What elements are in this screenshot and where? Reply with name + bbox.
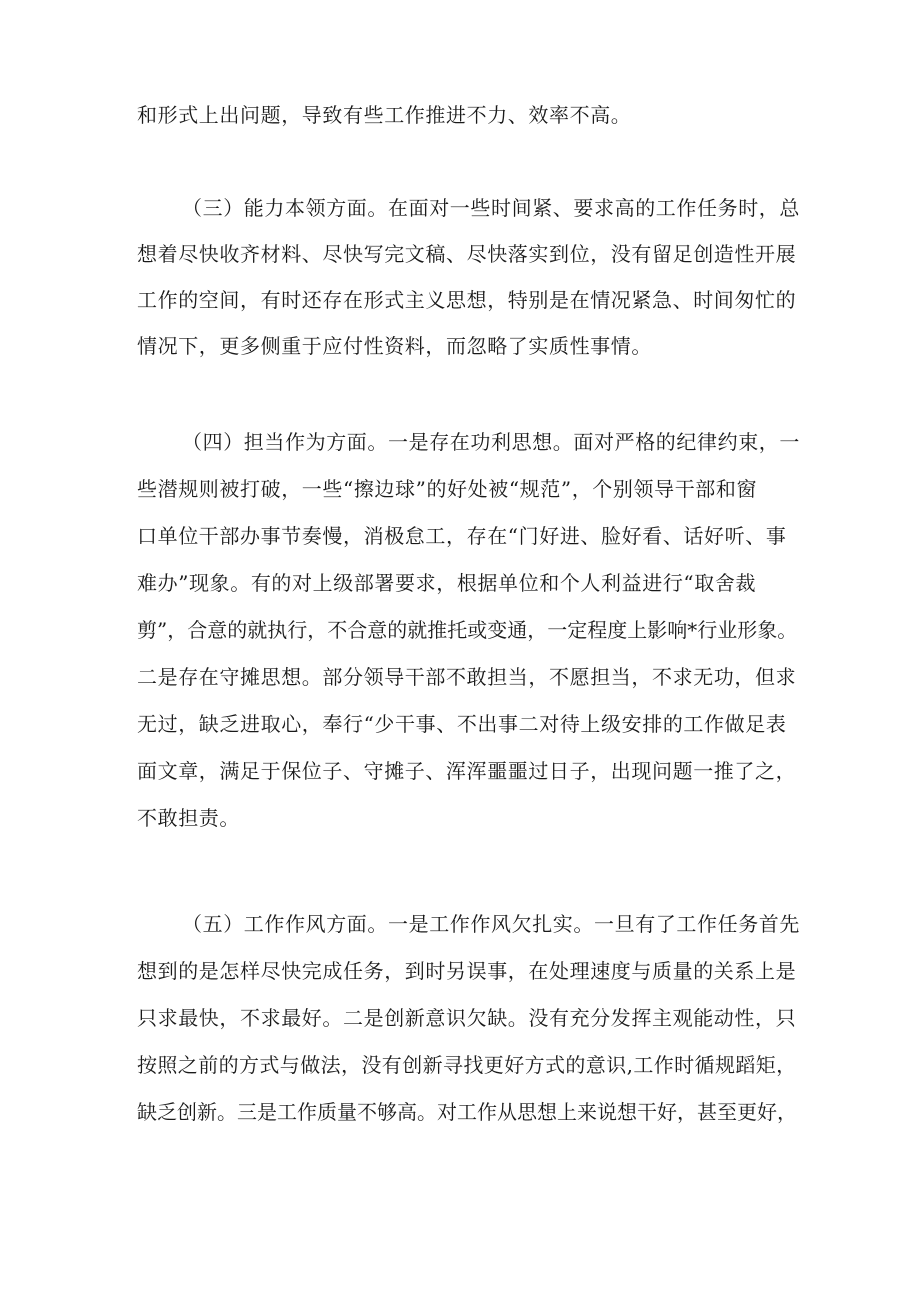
- paragraph-line: （五）工作作风方面。一是工作作风欠扎实。一旦有了工作任务首先: [182, 912, 800, 936]
- paragraph-line: 些潜规则被打破，一些“擦边球”的好处被“规范”，个别领导干部和窗: [137, 477, 758, 501]
- paragraph-line: 和形式上出问题，导致有些工作推进不力、效率不高。: [137, 103, 632, 127]
- paragraph-line: 缺乏创新。三是工作质量不够高。对工作从思想上来说想干好，甚至更好，: [137, 1100, 797, 1124]
- paragraph-line: 按照之前的方式与做法，没有创新寻找更好方式的意识,工作时循规蹈矩，: [137, 1053, 797, 1077]
- paragraph-line: 剪”，合意的就执行，不合意的就推托或变通，一定程度上影响*行业形象。: [137, 618, 798, 642]
- paragraph-line: （三）能力本领方面。在面对一些时间紧、要求高的工作任务时，总: [182, 196, 800, 220]
- paragraph-line: 面文章，满足于保位子、守摊子、浑浑噩噩过日子，出现问题一推了之，: [137, 759, 797, 783]
- paragraph-line: 二是存在守摊思想。部分领导干部不敢担当，不愿担当，不求无功，但求: [137, 665, 797, 689]
- paragraph-line: 工作的空间，有时还存在形式主义思想，特别是在情况紧急、时间匆忙的: [137, 288, 797, 312]
- paragraph-line: 情况下，更多侧重于应付性资料，而忽略了实质性事情。: [137, 334, 652, 358]
- paragraph-line: （四）担当作为方面。一是存在功利思想。面对严格的纪律约束，一: [182, 430, 800, 454]
- paragraph-line: 想到的是怎样尽快完成任务，到时另误事，在处理速度与质量的关系上是: [137, 959, 797, 983]
- paragraph-line: 想着尽快收齐材料、尽快写完文稿、尽快落实到位，没有留足创造性开展: [137, 242, 797, 266]
- paragraph-line: 不敢担责。: [137, 806, 240, 830]
- paragraph-line: 只求最快，不求最好。二是创新意识欠缺。没有充分发挥主观能动性，只: [137, 1006, 797, 1030]
- paragraph-line: 口单位干部办事节奏慢，消极怠工，存在“门好进、脸好看、话好听、事: [137, 524, 787, 548]
- paragraph-line: 无过，缺乏进取心，奉行“少干事、不出事二对待上级安排的工作做足表: [137, 712, 787, 736]
- paragraph-line: 难办”现象。有的对上级部署要求，根据单位和个人利益进行“取舍裁: [137, 571, 757, 595]
